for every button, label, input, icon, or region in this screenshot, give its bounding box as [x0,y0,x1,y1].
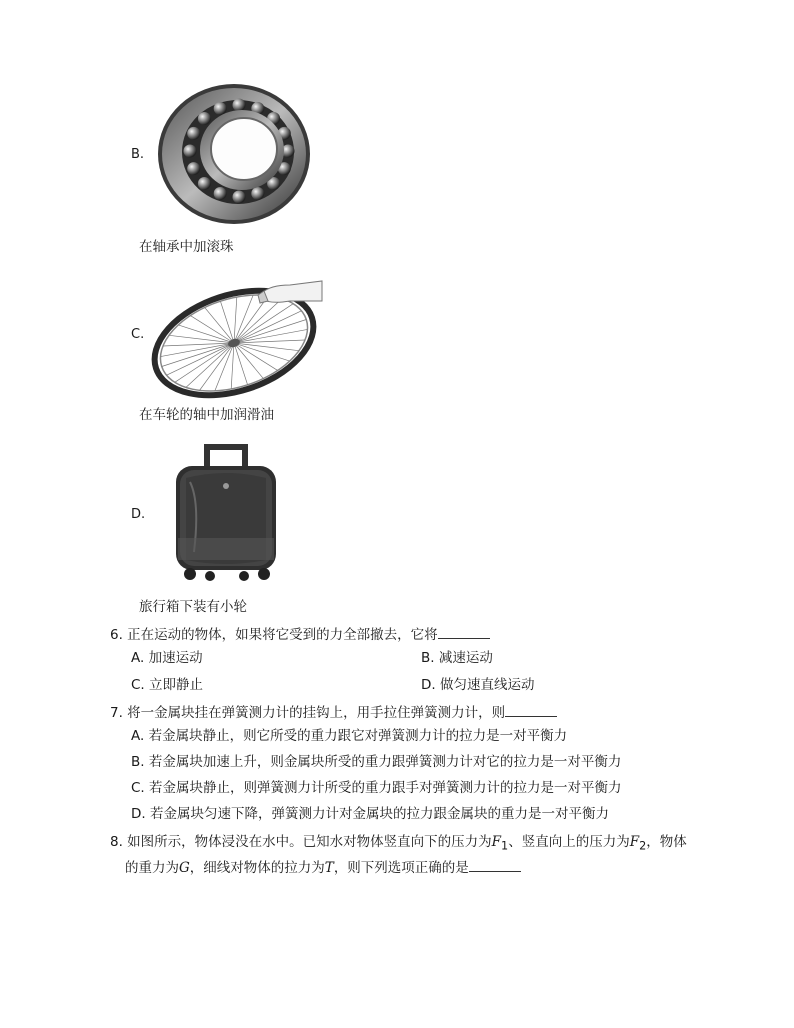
bearing-ball [233,99,246,112]
question-8-text-part: ，细线对物体的拉力为 [189,860,325,876]
question-7-option-a: A. 若金属块静止，则它所受的重力跟它对弹簧测力计的拉力是一对平衡力 [131,728,568,744]
wheel-spoke [220,301,234,343]
bearing-ball [214,102,227,115]
question-6-stem [110,624,490,645]
var-t: T [324,860,334,876]
option-d-caption: 旅行箱下装有小轮 [139,599,247,615]
question-8-line-2 [125,857,521,878]
wheel-spoke [221,297,250,343]
question-8-text-part: 8. 如图所示，物体浸没在水中。已知水对物体竖直向下的压力为 [110,834,492,850]
question-7-option-b: B. 若金属块加速上升，则金属块所受的重力跟弹簧测力计对它的拉力是一对平衡力 [131,754,622,770]
bearing-ball [187,127,200,140]
ball-bearing-icon [150,78,315,228]
question-6-option-c: C. 立即静止 [131,677,204,693]
answer-blank [438,624,490,639]
var-f1-sub: 1 [501,839,509,853]
question-7-option-c: C. 若金属块静止，则弹簧测力计所受的重力跟手对弹簧测力计的拉力是一对平衡力 [131,780,622,796]
answer-blank [469,857,521,872]
option-c-caption: 在车轮的轴中加润滑油 [139,407,274,423]
option-b-caption: 在轴承中加滚珠 [139,239,234,255]
bearing-ball [251,187,264,200]
wheel-spoke [169,343,240,382]
bicycle-wheel-icon [150,275,325,400]
var-f2-sub: 2 [639,839,647,853]
question-6-option-d: D. 做匀速直线运动 [421,677,535,693]
bearing-ball [233,191,246,204]
answer-blank [505,702,557,717]
wheel-spoke [234,343,248,385]
question-8-text-part: ，物体 [646,834,687,850]
option-d-letter: D. [131,507,146,522]
question-6-text: 6. 正在运动的物体，如果将它受到的力全部撤去，它将 [110,627,438,643]
wheel-spoke [228,304,299,343]
bearing-ball [184,145,197,158]
wheel-spoke [231,311,305,343]
question-8-text-part: ，则下列选项正确的是 [333,860,469,876]
bearing-ball [198,112,211,125]
wheel-spoke [162,343,234,366]
wheel-spoke [234,320,306,343]
question-8-line-1 [110,832,687,857]
question-8-text-part: 的重力为 [125,860,179,876]
question-7-text: 7. 将一金属块挂在弹簧测力计的挂钩上，用手拉住弹簧测力计，则 [110,705,506,721]
option-c-letter: C. [131,327,145,342]
question-8-text-part: 、竖直向上的压力为 [508,834,630,850]
question-7-stem [110,702,557,723]
bearing-ball [214,187,227,200]
bearing-ball [198,177,211,190]
suitcase-icon [170,442,282,584]
wheel-spoke [164,343,238,375]
bearing-ball [187,162,200,175]
option-b-letter: B. [131,147,145,162]
question-6-option-b: B. 减速运动 [421,650,493,666]
wheel-spoke [218,343,247,389]
question-7-option-d: D. 若金属块匀速下降，弹簧测力计对金属块的拉力跟金属块的重力是一对平衡力 [131,806,609,822]
var-f1: F [491,834,502,850]
var-g: G [179,860,190,876]
var-f2: F [629,834,640,850]
question-6-option-a: A. 加速运动 [131,650,203,666]
